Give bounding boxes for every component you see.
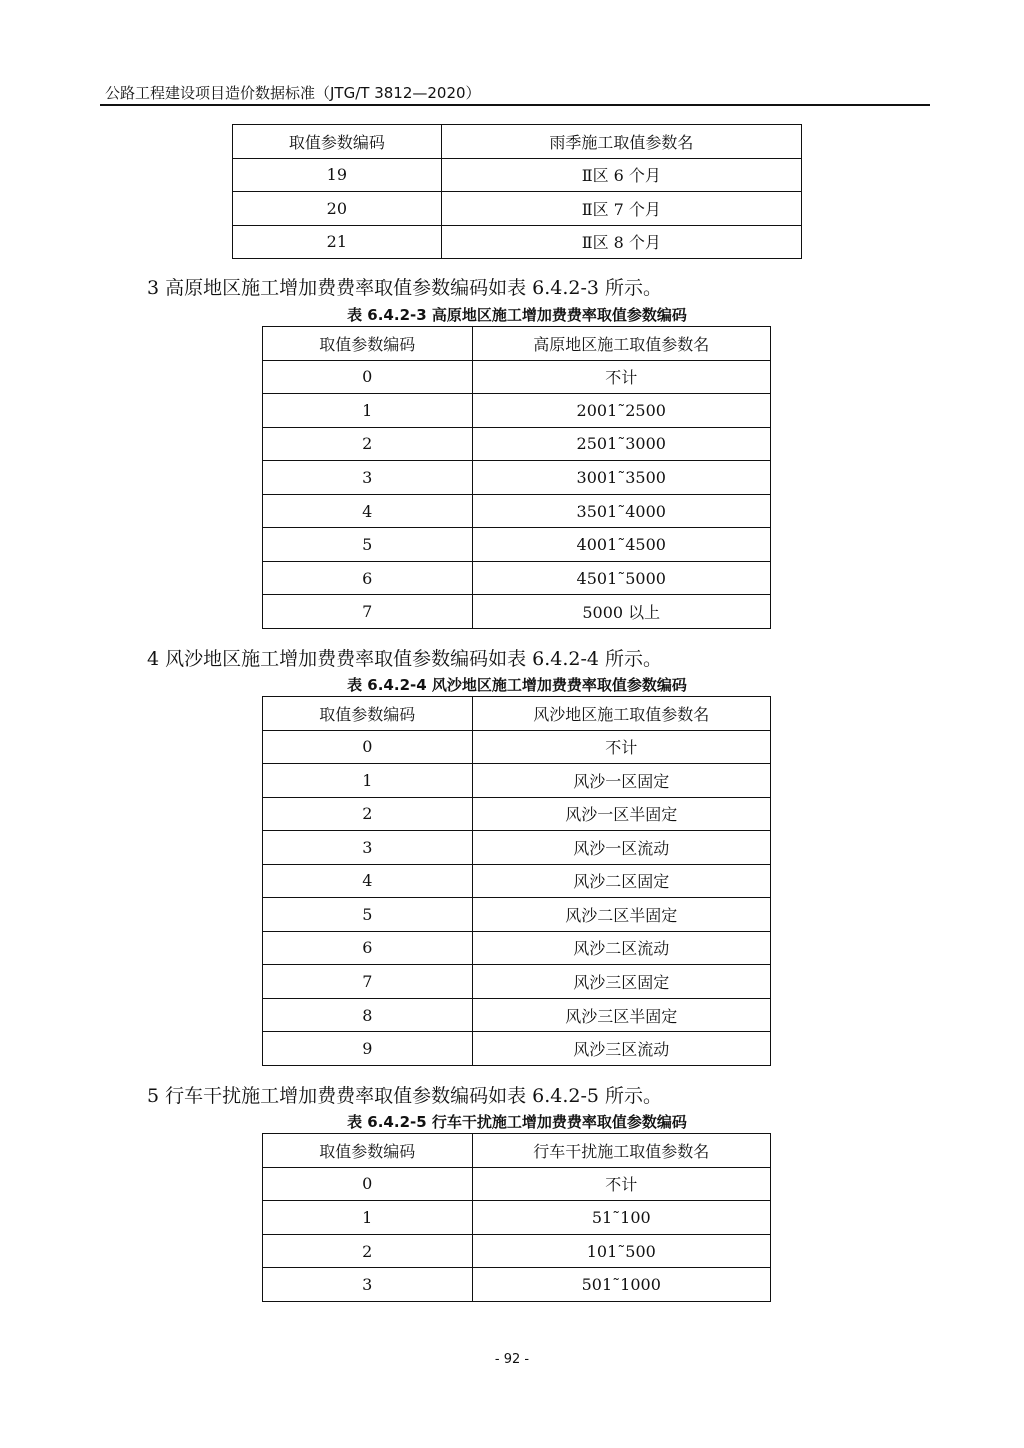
cell-code: 21 (233, 225, 442, 259)
table-row (263, 427, 771, 461)
table-row (263, 998, 771, 1032)
table-caption-6-4-2-5: 表 6.4.2-5 行车干扰施工增加费费率取值参数编码 (347, 1113, 687, 1131)
cell-name: 3501˜4000 (472, 494, 770, 528)
cell-name: 风沙三区半固定 (472, 998, 770, 1032)
table-row (263, 831, 771, 865)
cell-name: 501˜1000 (472, 1268, 770, 1302)
cell-code: 4 (263, 494, 473, 528)
cell-name: 风沙三区流动 (472, 1032, 770, 1066)
table-plateau (262, 326, 771, 629)
cell-name: 3001˜3500 (472, 461, 770, 495)
cell-name: 风沙二区半固定 (472, 898, 770, 932)
cell-name: 5000 以上 (472, 595, 770, 629)
table-row (233, 225, 802, 259)
cell-name: 不计 (472, 730, 770, 764)
cell-code: 0 (263, 1167, 473, 1201)
paragraph-section-5: 5 行车干扰施工增加费费率取值参数编码如表 6.4.2-5 所示。 (147, 1085, 663, 1107)
cell-name: 不计 (472, 360, 770, 394)
paragraph-section-4: 4 风沙地区施工增加费费率取值参数编码如表 6.4.2-4 所示。 (147, 648, 663, 670)
cell-code: 0 (263, 360, 473, 394)
cell-code: 2 (263, 797, 473, 831)
table-row (263, 528, 771, 562)
table-row (263, 1032, 771, 1066)
table-row (233, 158, 802, 192)
cell-code: 5 (263, 528, 473, 562)
cell-code: 1 (263, 1201, 473, 1235)
table-row (263, 898, 771, 932)
cell-code: 3 (263, 1268, 473, 1302)
paragraph-section-3: 3 高原地区施工增加费费率取值参数编码如表 6.4.2-3 所示。 (147, 277, 663, 299)
table-header-row (263, 1134, 771, 1168)
table-rain-season (232, 124, 802, 259)
cell-name: 2501˜3000 (472, 427, 770, 461)
table-header-row (263, 697, 771, 731)
table-caption-6-4-2-3: 表 6.4.2-3 高原地区施工增加费费率取值参数编码 (347, 306, 687, 324)
table-traffic (262, 1133, 771, 1302)
cell-name: 2001˜2500 (472, 394, 770, 428)
table-header-row (233, 125, 802, 159)
cell-name: 风沙一区半固定 (472, 797, 770, 831)
cell-code: 1 (263, 394, 473, 428)
column-header-code: 取值参数编码 (263, 697, 473, 731)
table-row (263, 595, 771, 629)
cell-code: 2 (263, 1234, 473, 1268)
table-row (263, 494, 771, 528)
cell-code: 19 (233, 158, 442, 192)
cell-name: Ⅱ区 6 个月 (441, 158, 801, 192)
cell-code: 5 (263, 898, 473, 932)
column-header-code: 取值参数编码 (263, 327, 473, 361)
table-row (263, 965, 771, 999)
cell-name: Ⅱ区 8 个月 (441, 225, 801, 259)
cell-code: 7 (263, 965, 473, 999)
table-row (263, 797, 771, 831)
cell-name: 不计 (472, 1167, 770, 1201)
header-rule (100, 104, 930, 106)
column-header-name: 高原地区施工取值参数名 (472, 327, 770, 361)
table-windsand (262, 696, 771, 1066)
table-row (263, 360, 771, 394)
table-row (263, 1167, 771, 1201)
table-caption-6-4-2-4: 表 6.4.2-4 风沙地区施工增加费费率取值参数编码 (347, 676, 687, 694)
cell-code: 6 (263, 561, 473, 595)
cell-name: 4001˜4500 (472, 528, 770, 562)
table-row (263, 461, 771, 495)
table-row (263, 1234, 771, 1268)
column-header-name: 风沙地区施工取值参数名 (472, 697, 770, 731)
cell-code: 7 (263, 595, 473, 629)
cell-code: 4 (263, 864, 473, 898)
column-header-code: 取值参数编码 (233, 125, 442, 159)
cell-code: 9 (263, 1032, 473, 1066)
cell-code: 0 (263, 730, 473, 764)
cell-code: 2 (263, 427, 473, 461)
cell-code: 3 (263, 831, 473, 865)
running-header: 公路工程建设项目造价数据标准（JTG/T 3812—2020） (105, 84, 481, 102)
cell-name: 风沙三区固定 (472, 965, 770, 999)
cell-name: 风沙二区流动 (472, 931, 770, 965)
table-row (263, 764, 771, 798)
column-header-name: 雨季施工取值参数名 (441, 125, 801, 159)
cell-code: 20 (233, 192, 442, 226)
table-row (263, 1201, 771, 1235)
table-row (263, 394, 771, 428)
column-header-code: 取值参数编码 (263, 1134, 473, 1168)
table-row (263, 561, 771, 595)
cell-name: 风沙一区流动 (472, 831, 770, 865)
table-header-row (263, 327, 771, 361)
cell-name: 4501˜5000 (472, 561, 770, 595)
cell-name: 101˜500 (472, 1234, 770, 1268)
table-row (263, 864, 771, 898)
cell-name: 风沙二区固定 (472, 864, 770, 898)
cell-name: 风沙一区固定 (472, 764, 770, 798)
cell-code: 6 (263, 931, 473, 965)
table-row (233, 192, 802, 226)
cell-code: 8 (263, 998, 473, 1032)
table-row (263, 1268, 771, 1302)
cell-code: 1 (263, 764, 473, 798)
column-header-name: 行车干扰施工取值参数名 (472, 1134, 770, 1168)
cell-name: Ⅱ区 7 个月 (441, 192, 801, 226)
cell-name: 51˜100 (472, 1201, 770, 1235)
table-row (263, 931, 771, 965)
cell-code: 3 (263, 461, 473, 495)
table-row (263, 730, 771, 764)
page-number: - 92 - (494, 1352, 530, 1367)
